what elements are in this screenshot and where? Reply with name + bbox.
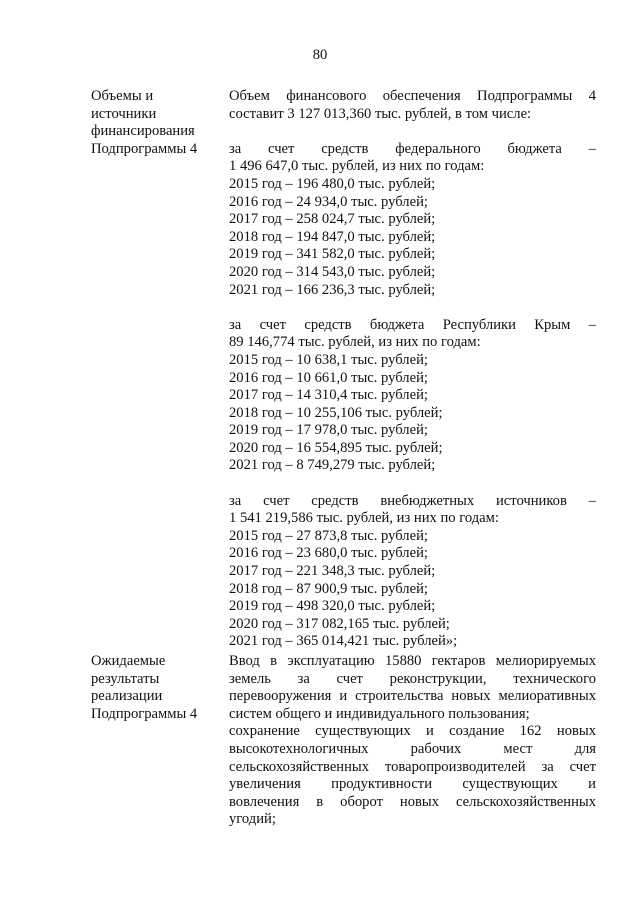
label-line: Подпрограммы 4 [91, 140, 198, 157]
text-line: 2019 год – 498 320,0 тыс. рублей; [229, 598, 436, 615]
text-line: 2015 год – 10 638,1 тыс. рублей; [229, 351, 428, 368]
text-line: 1 496 647,0 тыс. рублей, из них по годам: [229, 158, 485, 175]
text-line: 2021 год – 8 749,279 тыс. рублей; [229, 457, 436, 474]
text-line: за счет средств федерального бюджета – [229, 140, 596, 157]
label-line: результаты [91, 670, 160, 687]
results-content [229, 653, 596, 829]
label-line: Ожидаемые [91, 653, 166, 669]
funding-source-block [229, 493, 596, 651]
label-line: Объемы и [91, 88, 154, 104]
label-line: реализации [91, 688, 163, 705]
financing-label [91, 88, 221, 158]
text-line: 2016 год – 10 661,0 тыс. рублей; [229, 369, 428, 386]
text-line: 2017 год – 258 024,7 тыс. рублей; [229, 211, 436, 228]
text-line: за счет средств внебюджетных источников – [229, 492, 596, 509]
page-number: 80 [312, 47, 328, 63]
spacer [229, 123, 596, 141]
text-line: сохранение существующих и создание 162 новых [229, 723, 596, 740]
text-line: увеличения продуктивности существующих и [229, 776, 596, 793]
text-line: 2016 год – 23 680,0 тыс. рублей; [229, 545, 428, 562]
label-line: финансирования [91, 123, 195, 140]
text-line: систем общего и индивидуального пользования; [229, 705, 530, 722]
text-line: 2016 год – 24 934,0 тыс. рублей; [229, 193, 428, 210]
text-line: 2015 год – 196 480,0 тыс. рублей; [229, 175, 436, 192]
text-line: 2021 год – 166 236,3 тыс. рублей; [229, 281, 436, 298]
text-line: 2019 год – 17 978,0 тыс. рублей; [229, 422, 428, 439]
text-line: Объем финансового обеспечения Подпрограммы 4 [229, 88, 596, 104]
text-line: 2017 год – 14 310,4 тыс. рублей; [229, 387, 428, 404]
text-line: 2017 год – 221 348,3 тыс. рублей; [229, 563, 436, 580]
text-line: угодий; [229, 811, 276, 828]
text-line: 2020 год – 314 543,0 тыс. рублей; [229, 263, 436, 280]
text-line: перевооружения и строительства новых мелиоративных [229, 688, 596, 705]
funding-source-block [229, 317, 596, 475]
results-label [91, 653, 221, 723]
text-line: 2015 год – 27 873,8 тыс. рублей; [229, 527, 428, 544]
text-line: вовлечения в оборот новых сельскохозяйственных [229, 793, 596, 810]
label-line: Подпрограммы 4 [91, 705, 198, 722]
text-line: земель за счет реконструкции, технического [229, 670, 596, 687]
text-line: Ввод в эксплуатацию 15880 гектаров мелиорируемых [229, 653, 596, 669]
spacer [229, 475, 596, 493]
text-line: 2018 год – 194 847,0 тыс. рублей; [229, 228, 436, 245]
text-line: сельскохозяйственных товаропроизводителей за счет [229, 758, 596, 775]
text-line: 2019 год – 341 582,0 тыс. рублей; [229, 246, 436, 263]
text-line: составит 3 127 013,360 тыс. рублей, в том числе: [229, 105, 532, 122]
text-line: 2021 год – 365 014,421 тыс. рублей»; [229, 633, 458, 650]
label-line: источники [91, 105, 157, 122]
text-line: 2020 год – 317 082,165 тыс. рублей; [229, 615, 450, 632]
spacer [229, 299, 596, 317]
text-line: 2020 год – 16 554,895 тыс. рублей; [229, 439, 443, 456]
text-line: высокотехнологичных рабочих мест для [229, 740, 596, 757]
text-line: 2018 год – 10 255,106 тыс. рублей; [229, 404, 443, 421]
funding-source-block [229, 141, 596, 299]
text-line: 89 146,774 тыс. рублей, из них по годам: [229, 334, 481, 351]
text-line: за счет средств бюджета Республики Крым – [229, 316, 596, 333]
financing-content [229, 88, 596, 651]
text-line: 2018 год – 87 900,9 тыс. рублей; [229, 580, 428, 597]
text-line: 1 541 219,586 тыс. рублей, из них по годам: [229, 510, 499, 527]
